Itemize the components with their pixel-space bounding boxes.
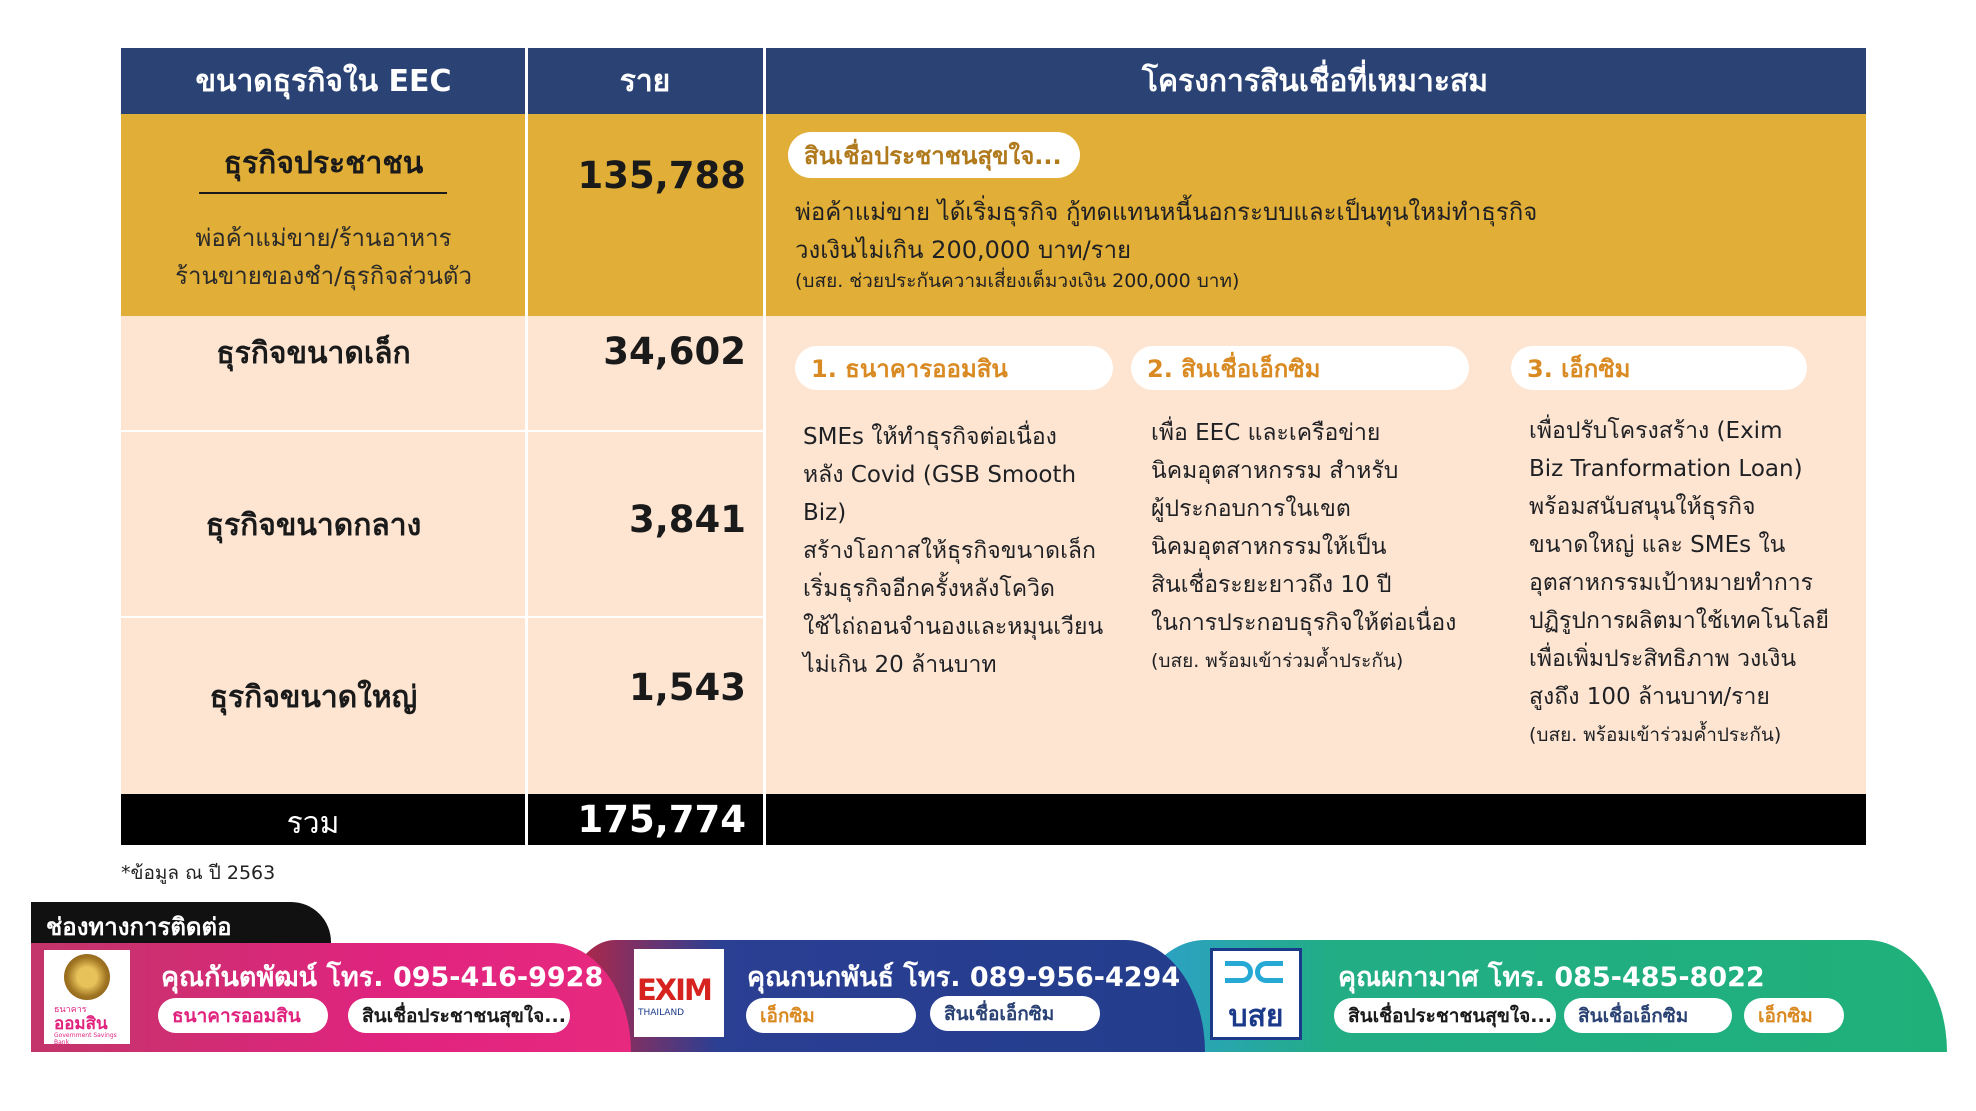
program-line: เพื่อปรับโครงสร้าง (Exim (1529, 418, 1783, 444)
program-line: ผู้ประกอบการในเขต (1151, 496, 1351, 522)
program-pill-exim: 3. เอ็กซิม (1511, 346, 1807, 390)
loan-pill-people: สินเชื่อประชาชนสุขใจ... (788, 132, 1080, 178)
total-label: รวม (286, 806, 340, 841)
gsb-logo-text: ออมสิน (54, 1014, 108, 1034)
tcg-logo (1210, 948, 1302, 1040)
exim-tag-2: สินเชื่อเอ็กซิม (930, 996, 1100, 1031)
program-line: พร้อมสนับสนุนให้ธุรกิจ (1529, 494, 1756, 520)
tcg-logo-text: บสย (1228, 999, 1284, 1034)
exim-contact-name: คุณกนกพันธ์ โทร. 089-956-4294 (747, 962, 1181, 993)
large-business-title: ธุรกิจขนาดใหญ่ (209, 680, 418, 715)
program-line: เพื่อ EEC และเครือข่าย (1151, 420, 1381, 446)
tcg-tag-1: สินเชื่อประชาชนสุขใจ... (1334, 998, 1556, 1033)
people-business-desc-1: พ่อค้าแม่ขาย/ร้านอาหาร (195, 224, 452, 252)
program-line: นิคมอุตสาหกรรมให้เป็น (1151, 534, 1387, 560)
program-line: เริ่มธุรกิจอีกครั้งหลังโควิด (803, 576, 1055, 602)
program-pill-gsb: 1. ธนาคารออมสิน (795, 346, 1113, 390)
people-business-count: 135,788 (577, 154, 746, 197)
header-count: ราย (526, 48, 764, 114)
gsb-logo-small-text: ธนาคาร (54, 1005, 87, 1015)
program-note: (บสย. พร้อมเข้าร่วมค้ำประกัน) (1151, 650, 1404, 672)
program-line: ในการประกอบธุรกิจให้ต่อเนื่อง (1151, 610, 1457, 636)
large-business-count: 1,543 (628, 666, 746, 709)
row-divider (121, 616, 764, 618)
header-business-size: ขนาดธุรกิจใน EEC (121, 48, 526, 114)
program-line: หลัง Covid (GSB Smooth Biz) (803, 462, 1077, 526)
footnote: *ข้อมูล ณ ปี 2563 (121, 862, 276, 884)
gsb-logo-sub: Government Savings Bank (54, 1032, 117, 1046)
gsb-logo (44, 950, 130, 1044)
program-line: ปฏิรูปการผลิตมาใช้เทคโนโลยี (1529, 608, 1830, 634)
exim-logo-text: EXIM (637, 973, 711, 1007)
medium-business-count: 3,841 (628, 498, 746, 541)
contact-header: ช่องทางการติดต่อ (46, 913, 232, 941)
program-pill-exim-loan: 2. สินเชื่อเอ็กซิม (1131, 346, 1469, 390)
exim-logo-sub: THAILAND (638, 1008, 685, 1018)
tcg-mark-icon (1225, 957, 1287, 987)
people-business-title: ธุรกิจประชาชน (223, 146, 424, 181)
medium-business-title: ธุรกิจขนาดกลาง (205, 508, 422, 543)
total-count: 175,774 (577, 798, 746, 841)
small-business-count: 34,602 (603, 330, 746, 373)
people-loan-line-2: วงเงินไม่เกิน 200,000 บาท/ราย (795, 236, 1132, 264)
gsb-tag-2: สินเชื่อประชาชนสุขใจ... (348, 998, 570, 1033)
title-underline (199, 192, 447, 194)
program-exim-loan-desc (1151, 414, 1481, 680)
people-business-desc-2: ร้านขายของชำ/ธุรกิจส่วนตัว (175, 262, 472, 290)
program-line: สินเชื่อระยะยาวถึง 10 ปี (1151, 572, 1392, 598)
program-exim-desc (1529, 412, 1859, 754)
header-loan-programs: โครงการสินเชื่อที่เหมาะสม (764, 48, 1866, 114)
gsb-contact-name: คุณกันตพัฒน์ โทร. 095-416-9928 (161, 962, 604, 993)
program-line: ไม่เกิน 20 ล้านบาท (803, 652, 997, 678)
program-line: ใช้ไถ่ถอนจำนองและหมุนเวียน (803, 614, 1104, 640)
exim-tag-1: เอ็กซิม (746, 998, 916, 1033)
program-line: SMEs ให้ทำธุรกิจต่อเนื่อง (803, 424, 1057, 450)
small-business-title: ธุรกิจขนาดเล็ก (216, 336, 411, 371)
tcg-contact-name: คุณผกามาศ โทร. 085-485-8022 (1338, 962, 1765, 993)
program-line: นิคมอุตสาหกรรม สำหรับ (1151, 458, 1399, 484)
tcg-tag-3: เอ็กซิม (1744, 998, 1844, 1033)
program-line: ขนาดใหญ่ และ SMEs ใน (1529, 532, 1786, 558)
program-line: อุตสาหกรรมเป้าหมายทำการ (1529, 570, 1814, 596)
program-line: เพื่อเพิ่มประสิทธิภาพ วงเงิน (1529, 646, 1797, 672)
program-line: สร้างโอกาสให้ธุรกิจขนาดเล็ก (803, 538, 1096, 564)
program-line: Biz Tranformation Loan) (1529, 456, 1803, 482)
gsb-emblem-icon (64, 954, 110, 1000)
row-divider (121, 430, 764, 432)
tcg-tag-2: สินเชื่อเอ็กซิม (1564, 998, 1732, 1033)
gsb-tag-1: ธนาคารออมสิน (158, 998, 328, 1033)
people-loan-note: (บสย. ช่วยประกันความเสี่ยงเต็มวงเงิน 200,000 บาท) (795, 270, 1240, 292)
people-loan-line-1: พ่อค้าแม่ขาย ได้เริ่มธุรกิจ กู้ทดแทนหนี้นอกระบบและเป็นทุนใหม่ทำธุรกิจ (795, 198, 1538, 226)
program-note: (บสย. พร้อมเข้าร่วมค้ำประกัน) (1529, 724, 1782, 746)
loan-table (121, 48, 1866, 845)
exim-logo (634, 949, 724, 1037)
column-divider (763, 48, 766, 845)
program-gsb-desc (803, 418, 1123, 684)
program-line: สูงถึง 100 ล้านบาท/ราย (1529, 684, 1770, 710)
